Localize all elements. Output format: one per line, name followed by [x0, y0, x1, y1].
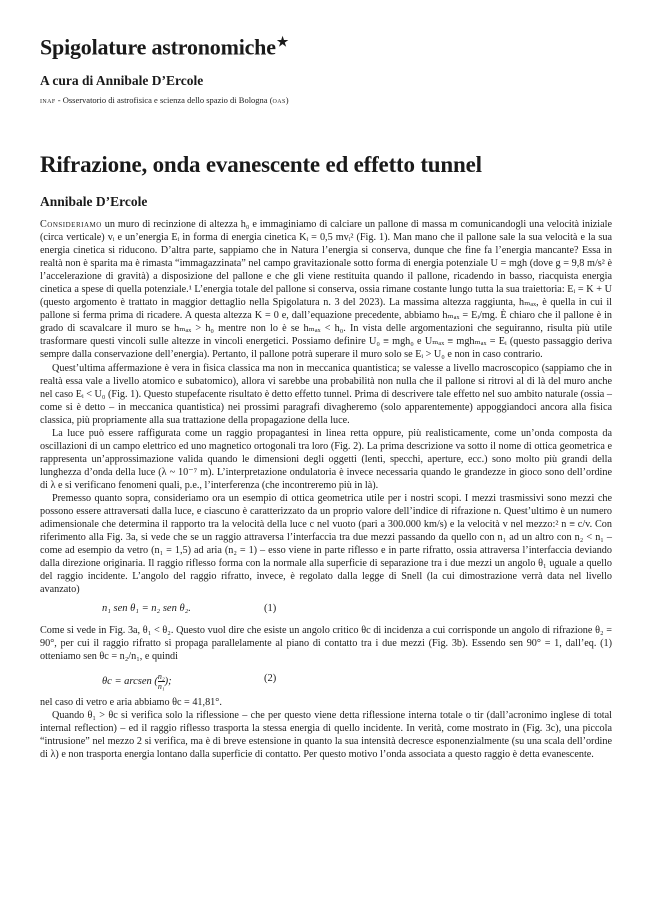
equation-2 — [40, 664, 612, 696]
section-title-text: Spigolature astronomiche — [40, 34, 276, 60]
paragraph-2: Quest’ultima affermazione è vera in fisica classica ma non in meccanica quantistica; se valesse a livello macroscopico (sappiamo che in realtà essa vale a livello atomico e subatomico), allora vi sarebbe una probabilità non nulla che il pallone si ritrovi al di là del muro anche nel caso Eᵢ < U₀ (Fig. 1). Questo stupefacente risultato è detto effetto tunnel. Prima di descrivere tale effetto nel suo ambito naturale (ossia – come si è detto – in meccanica quantistica) nei prossimi paragrafi divagheremo (solo apparentemente) appoggiandoci ancora alla fisica classica, più propriamente alla sua trattazione della propagazione della luce. — [40, 362, 612, 426]
paragraph-5: Come si vede in Fig. 3a, θ₁ < θ₂. Questo vuol dire che esiste un angolo critico θc di incidenza a cui corrisponde un angolo di rifrazione θ₂ = 90°, per cui il raggio rifratto si propaga parallelamente al piano di contatto tra i due mezzi (Fig. 3b). Essendo sen 90° = 1, dall’eq. (1) otteniamo sen θc = n₂/n₁, e quindi — [40, 625, 612, 663]
equation-1-expression: n₁ sen θ₁ = n₂ sen θ₂. — [102, 603, 191, 615]
equation-2-expression: θc = arcsen ( $\frac{\text{n₂}}{\text{n₁}}$ ); — [102, 671, 172, 691]
lead-word: Consideriamo — [40, 219, 102, 230]
fraction-numerator: n₂ — [157, 671, 165, 681]
affiliation-acronym-inaf: inaf — [40, 95, 56, 105]
paragraph-4: Premesso quanto sopra, consideriamo ora un esempio di ottica geometrica utile per i nostri scopi. I mezzi trasmissivi sono mezzi che possono essere attraversati dalla luce, e ciascuno è caratterizzato da un proprio valore dell’indice di rifrazione n. Quest’ultimo è un numero adimensionale che determina il rapporto tra la velocità della luce c nel vuoto (pari a 300.000 km/s) e la velocità v nel mezzo:² n ≡ c/v. Con riferimento alla Fig. 3a, si vede che se un raggio attraversa l’interfaccia tra due mezzi passando da quello con n₁ ad un altro con n₂ < n₁ – come ad esempio da vetro (n₁ = 1,5) ad aria (n₂ = 1) – esso viene in parte riflesso e in parte rifratto, ossia attraversa l’interfaccia deviando dalla direzione originaria. Il raggio riflesso forma con la normale alla superficie di separazione tra i due mezzi un angolo θ₁ uguale a quello del raggio incidente. L’angolo del raggio rifratto, invece, è regolato dalla legge di Snell (la cui dimostrazione verrà data nel livello avanzato) — [40, 492, 612, 596]
article-body — [40, 218, 612, 761]
article-author: Annibale D’Ercole — [40, 194, 148, 209]
equation-2-fraction — [158, 672, 165, 691]
affiliation — [40, 95, 289, 105]
affiliation-text: - Osservatorio di astrofisica e scienza dello spazio di Bologna ( — [55, 95, 273, 105]
affiliation-close: ) — [285, 95, 289, 105]
paragraph-1-text: un muro di recinzione di altezza h₀ e immaginiamo di calciare un pallone di massa m comunicandogli una velocità iniziale (circa verticale) vᵢ e un’energia Eᵢ in forma di energia cinetica Kᵢ = 0,5 mvᵢ² (Fig. 1). Man mano che il pallone sale la sua velocità e la sua energia cinetica si riducono. D’altra parte, sappiamo che in Natura l’energia si conserva, dunque che fine fa l’energia mancante? Essa in realtà non è sparita ma è rimasta “immagazzinata” nel campo gravitazionale sotto forma di energia potenziale U = mgh (dove g = 9,8 m/s² è l’accelerazione di gravità) a disposizione del pallone e che gli viene restituita quando il pallone, ricadendo in basso, riacquista energia cinetica a spese di quella potenziale.¹ L’energia totale del pallone si conserva, ossia rimane costante lungo tutta la sua traiettoria: Eᵢ = K + U (questo argomento è trattato in maggior dettaglio nella Spigolatura n. 3 del 2023). La massima altezza raggiunta, hₘₐₓ, è quella in cui il pallone si ferma prima di ricadere. A questa altezza K = 0 e, dall’equazione precedente, abbiamo hₘₐₓ = Eᵢ/mg. È chiaro che il pallone è in grado di scavalcare il muro se hₘₐₓ > h₀ mentre non lo è se hₘₐₓ < h₀. In vista delle argomentazioni che seguiranno, risulta più utile trasformare questi vincoli sulle altezze in vincoli energetici. Possiamo definire U₀ ≡ mgh₀ e Uₘₐₓ ≡ mghₘₐₓ = Eᵢ (questo passaggio deriva sempre dalla conservazione dell’energia). Pertanto, il pallone potrà superare il muro solo se Eᵢ > U₀ e non in caso contrario. — [40, 219, 612, 361]
editor-line: A cura di Annibale D’Ercole — [40, 73, 204, 88]
equation-2-number: (2) — [264, 672, 277, 684]
equation-1-number: (1) — [264, 603, 277, 615]
fraction-denominator: n₁ — [157, 681, 165, 691]
paragraph-7: Quando θ₁ > θc si verifica solo la riflessione – che per questo viene detta riflessione interna totale o tir (dall’acronimo inglese di total internal reflection) – ed il raggio riflesso trasporta la stessa energia di quello incidente. In verità, come mostrato in (Fig. 3c), una piccola “intrusione” nel mezzo 2 si verifica, ma è di breve estensione in quanto la sua intensità decresce esponenzialmente (su una scala dell’ordine di λ) e non trasporta energia lontano dalla superficie di contatto. Per questo motivo l’onda associata a questo raggio è detta evanescente. — [40, 709, 612, 760]
article-title: Rifrazione, onda evanescente ed effetto tunnel — [40, 152, 482, 177]
affiliation-acronym-oas: oas — [272, 95, 286, 105]
section-title — [40, 34, 288, 60]
paragraph-3: La luce può essere raffigurata come un raggio propagantesi in linea retta oppure, più realisticamente, come un’onda composta da oscillazioni di un campo elettrico ed uno magnetico ortogonali tra loro (Fig. 2). La prima descrizione va sotto il nome di ottica geometrica e rappresenta un’approssimazione valida quando le dimensioni degli oggetti (lenti, specchi, aperture, ecc.) sono molto più grandi della lunghezza d’onda della luce (λ ~ 10⁻⁷ m). L’interpretazione ondulatoria è invece necessaria quando le grandezze in gioco sono dell’ordine di λ e si verificano fenomeni quali, p.e., l’interferenza (che incontreremo più in là). — [40, 427, 612, 491]
paragraph-1 — [40, 218, 612, 362]
equation-2-lhs: θc = arcsen — [102, 675, 152, 687]
footnote-star-icon: ★ — [276, 34, 289, 49]
equation-2-semicolon: ; — [168, 675, 172, 687]
equation-1 — [40, 596, 612, 624]
paragraph-6: nel caso di vetro e aria abbiamo θc = 41,81°. — [40, 696, 222, 708]
page — [40, 0, 612, 919]
